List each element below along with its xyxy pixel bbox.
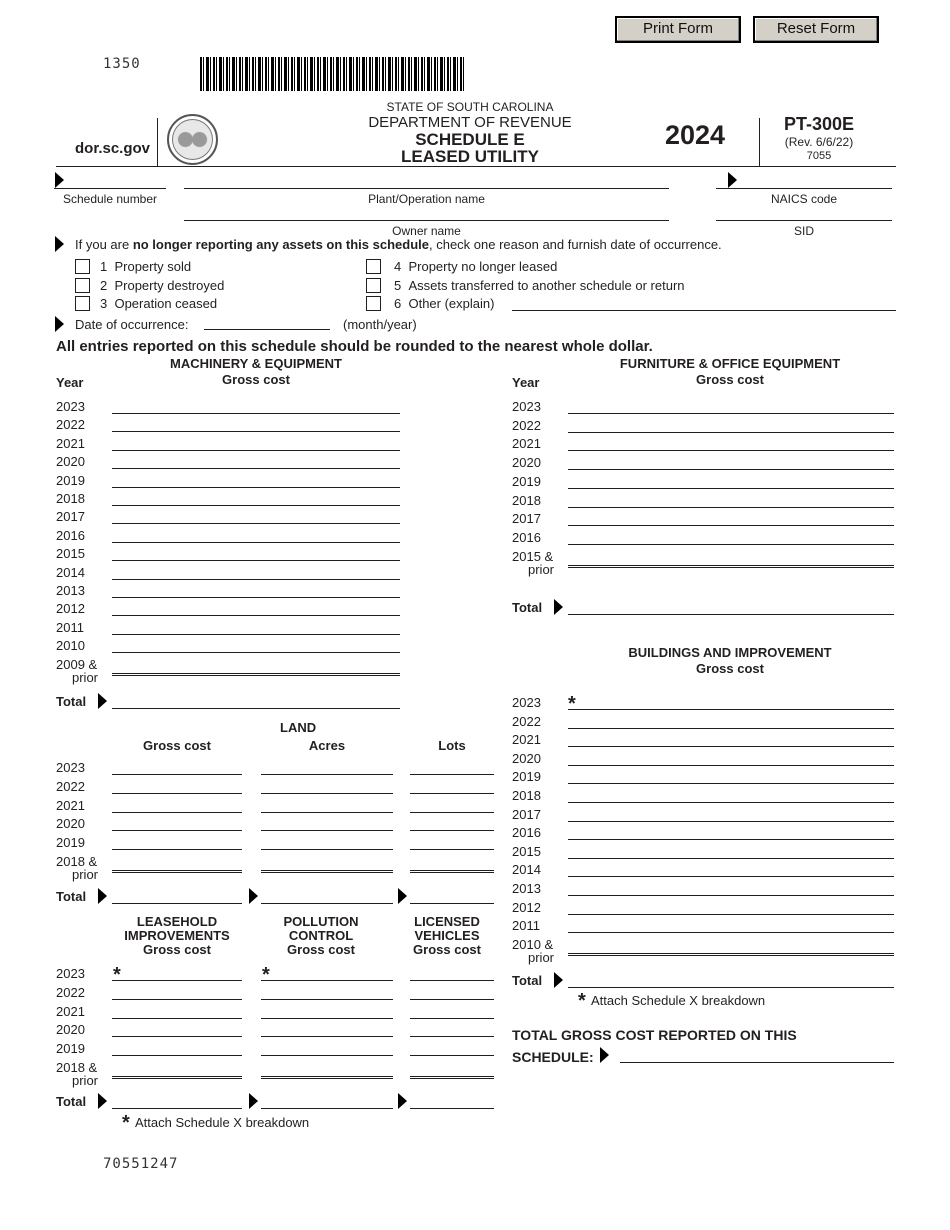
sid-input[interactable] (716, 203, 892, 221)
lower-gross-cost-input[interactable] (112, 982, 242, 1000)
machinery-gross-cost-input[interactable] (112, 488, 400, 506)
plant-operation-name-input[interactable] (184, 171, 669, 189)
reason-3-checkbox[interactable] (75, 296, 90, 311)
machinery-year-header: Year (56, 375, 84, 390)
grand-total-input[interactable] (620, 1045, 894, 1063)
buildings-gross-cost-input[interactable] (568, 804, 894, 822)
buildings-gross-cost-input[interactable] (568, 748, 894, 766)
asterisk-icon: * (578, 990, 586, 1012)
print-form-button[interactable]: Print Form (615, 16, 741, 43)
land-acres-input[interactable] (261, 776, 393, 794)
arrow-indicator-icon (398, 888, 407, 904)
schedule-number-label: Schedule number (62, 192, 158, 206)
year-label: 2019 (512, 473, 541, 489)
header-divider-left (157, 118, 158, 166)
reason-4-checkbox[interactable] (366, 259, 381, 274)
lower-total-input[interactable] (112, 1091, 242, 1109)
year-label: 2017 (512, 806, 541, 822)
rounding-note: All entries reported on this schedule should be rounded to the nearest whole dollar. (56, 338, 653, 355)
year-label: 2023 (56, 760, 85, 775)
prior-year-label: 2009 & (56, 656, 98, 672)
land-lots-input[interactable] (410, 757, 494, 775)
arrow-indicator-icon (55, 316, 64, 332)
furniture-prior-input[interactable] (568, 548, 894, 568)
form-id: 7055 (806, 150, 832, 162)
arrow-indicator-icon (249, 1093, 258, 1109)
furniture-gross-cost-input[interactable] (568, 396, 894, 414)
machinery-gross-cost-input[interactable] (112, 543, 400, 561)
lower-pollution-control-prior-input[interactable] (261, 1059, 393, 1079)
year-label: 2021 (56, 1003, 85, 1019)
buildings-gross-cost-input[interactable] (568, 878, 894, 896)
state-seal-icon (167, 114, 218, 165)
year-label: 2021 (512, 732, 541, 748)
grand-total-label-line2: SCHEDULE: (512, 1049, 594, 1065)
lower-pollution-control-input[interactable] (261, 982, 393, 1000)
furniture-gross-cost-input[interactable] (568, 433, 894, 451)
land-lots-input[interactable] (410, 813, 494, 831)
naics-code-label: NAICS code (770, 192, 838, 206)
arrow-indicator-icon (98, 888, 107, 904)
year-label: 2015 (512, 843, 541, 859)
lower-gross-cost-input[interactable] (112, 1001, 242, 1019)
instruction-prefix: If you are (75, 237, 133, 252)
buildings-subtitle: Gross cost (696, 661, 764, 676)
form-code-top: 1350 (103, 56, 141, 72)
naics-code-input[interactable] (716, 171, 892, 189)
year-label: 2023 (56, 399, 85, 414)
furniture-gross-cost-input[interactable] (568, 490, 894, 508)
machinery-gross-cost-input[interactable] (112, 470, 400, 488)
prior-word-label: prior (528, 949, 555, 965)
year-label: 2019 (56, 472, 85, 488)
year-label: 2020 (512, 455, 541, 471)
land-lots-input[interactable] (410, 776, 494, 794)
year-label: 2014 (56, 564, 85, 580)
form-revision: (Rev. 6/6/22) (784, 135, 854, 149)
buildings-gross-cost-input[interactable] (568, 766, 894, 784)
lower-licensed-vehicles-total-input[interactable] (410, 1091, 494, 1109)
instruction-suffix: , check one reason and furnish date of occurrence. (428, 237, 722, 252)
machinery-gross-cost-input[interactable] (112, 396, 400, 414)
buildings-gross-cost-input[interactable] (568, 711, 894, 729)
buildings-gross-cost-input[interactable] (568, 822, 894, 840)
total-label: Total (56, 694, 87, 709)
land-gross-cost-input[interactable] (112, 757, 242, 775)
arrow-indicator-icon (600, 1047, 609, 1063)
land-lots-input[interactable] (410, 795, 494, 813)
year-label: 2010 (56, 638, 85, 654)
arrow-indicator-icon (554, 972, 563, 988)
year-label: 2016 (512, 825, 541, 841)
lower-licensed-vehicles-input[interactable] (410, 1019, 494, 1037)
prior-year-label: 2010 & (512, 936, 554, 952)
year-label: 2023 (512, 399, 541, 414)
lower-licensed-vehicles-input[interactable] (410, 1001, 494, 1019)
machinery-total-input[interactable] (112, 691, 400, 709)
reset-form-button[interactable]: Reset Form (753, 16, 879, 43)
total-label: Total (56, 889, 87, 904)
prior-year-label: 2018 & (56, 1060, 98, 1075)
owner-name-label: Owner name (392, 224, 461, 238)
year-label: 2021 (56, 435, 85, 451)
furniture-title: FURNITURE & OFFICE EQUIPMENT (619, 356, 841, 371)
prior-word-label: prior (528, 561, 555, 577)
year-label: 2020 (512, 750, 541, 766)
land-title: LAND (280, 720, 317, 735)
no-longer-reporting-instruction (75, 237, 722, 252)
lower-pollution-control-input[interactable] (261, 1001, 393, 1019)
buildings-gross-cost-input[interactable] (568, 785, 894, 803)
prior-word-label: prior (72, 669, 99, 685)
reason-6-checkbox[interactable] (366, 296, 381, 311)
arrow-indicator-icon (249, 888, 258, 904)
website: dor.sc.gov (75, 140, 151, 157)
furniture-total-input[interactable] (568, 597, 894, 615)
arrow-indicator-icon (55, 236, 64, 252)
owner-name-input[interactable] (184, 203, 669, 221)
year-label: 2020 (56, 1022, 85, 1038)
grand-total-label-line1: TOTAL GROSS COST REPORTED ON THIS (512, 1027, 797, 1043)
buildings-total-input[interactable] (568, 970, 894, 988)
land-lots-prior-input[interactable] (410, 853, 494, 873)
land-lots-header: Lots (438, 738, 466, 753)
machinery-gross-cost-input[interactable] (112, 506, 400, 524)
land-acres-input[interactable] (261, 757, 393, 775)
land-acres-header: Acres (308, 738, 346, 753)
prior-year-label: 2018 & (56, 854, 98, 869)
asterisk-icon: * (568, 693, 576, 715)
vehicles-title: LICENSED VEHICLES Gross cost (413, 914, 481, 957)
lower-gross-cost-input[interactable] (112, 1038, 242, 1056)
date-format-hint: (month/year) (343, 317, 417, 332)
lower-licensed-vehicles-input[interactable] (410, 982, 494, 1000)
total-label: Total (512, 600, 543, 615)
land-acres-input[interactable] (261, 832, 393, 850)
lower-gross-cost-input[interactable] (112, 963, 242, 986)
year-label: 2016 (512, 529, 541, 545)
year-label: 2021 (512, 436, 541, 452)
buildings-gross-cost-input[interactable] (568, 915, 894, 933)
leasehold-title: LEASEHOLD IMPROVEMENTS Gross cost (124, 914, 230, 957)
year-label: 2023 (56, 966, 85, 981)
machinery-gross-cost-input[interactable] (112, 617, 400, 635)
machinery-gross-cost-input[interactable] (112, 562, 400, 580)
land-gross-cost-input[interactable] (112, 795, 242, 813)
plant-operation-name-label: Plant/Operation name (368, 192, 485, 206)
buildings-gross-cost-input[interactable] (568, 729, 894, 747)
header-divider-right (759, 118, 760, 166)
form-code-bottom: 70551247 (103, 1156, 179, 1172)
year-label: 2013 (512, 881, 541, 896)
year-label: 2023 (512, 695, 541, 710)
machinery-title: MACHINERY & EQUIPMENT (170, 356, 342, 371)
arrow-indicator-icon (98, 1093, 107, 1109)
buildings-title: BUILDINGS AND IMPROVEMENT (628, 645, 832, 660)
date-of-occurrence-input[interactable] (204, 312, 330, 330)
land-acres-input[interactable] (261, 795, 393, 813)
buildings-gross-cost-input[interactable] (568, 841, 894, 859)
lower-pollution-control-total-input[interactable] (261, 1091, 393, 1109)
machinery-gross-cost-input[interactable] (112, 414, 400, 432)
lower-attach-note: Attach Schedule X breakdown (135, 1115, 310, 1130)
furniture-gross-cost-input[interactable] (568, 471, 894, 489)
year-label: 2021 (56, 797, 85, 813)
land-gross-cost-input[interactable] (112, 776, 242, 794)
machinery-gross-cost-input[interactable] (112, 635, 400, 653)
land-acres-total-input[interactable] (261, 886, 393, 904)
land-acres-input[interactable] (261, 813, 393, 831)
furniture-gross-cost-input[interactable] (568, 452, 894, 470)
form-number: PT-300E (783, 114, 855, 134)
reason-4-label: 4 Property no longer leased (394, 259, 558, 274)
year-label: 2017 (56, 509, 85, 525)
sid-label: SID (793, 224, 814, 238)
buildings-gross-cost-input[interactable] (568, 692, 894, 715)
asterisk-icon: * (262, 964, 270, 986)
year-label: 2018 (512, 788, 541, 803)
lower-pollution-control-input[interactable] (261, 1038, 393, 1056)
header-rule (56, 166, 896, 167)
buildings-prior-input[interactable] (568, 936, 894, 956)
reason-3-label: 3 Operation ceased (100, 296, 218, 311)
lower-licensed-vehicles-prior-input[interactable] (410, 1059, 494, 1079)
state-name: STATE OF SOUTH CAROLINA (386, 100, 554, 114)
furniture-subtitle: Gross cost (696, 372, 764, 387)
prior-year-label: 2015 & (512, 548, 554, 564)
total-label: Total (56, 1094, 87, 1109)
year-label: 2014 (512, 862, 541, 878)
pollution-title: POLLUTION CONTROL Gross cost (283, 914, 359, 957)
reason-6-label: 6 Other (explain) (394, 296, 495, 311)
machinery-gross-cost-input[interactable] (112, 525, 400, 543)
furniture-year-header: Year (512, 375, 540, 390)
lower-licensed-vehicles-input[interactable] (410, 1038, 494, 1056)
land-gross-cost-header: Gross cost (143, 738, 211, 753)
arrow-indicator-icon (554, 599, 563, 615)
barcode (200, 57, 466, 91)
land-total-input[interactable] (112, 886, 242, 904)
machinery-gross-cost-input[interactable] (112, 598, 400, 616)
lower-prior-input[interactable] (112, 1059, 242, 1079)
land-acres-prior-input[interactable] (261, 853, 393, 873)
machinery-gross-cost-input[interactable] (112, 451, 400, 469)
furniture-gross-cost-input[interactable] (568, 527, 894, 545)
arrow-indicator-icon (398, 1093, 407, 1109)
buildings-gross-cost-input[interactable] (568, 897, 894, 915)
land-lots-total-input[interactable] (410, 886, 494, 904)
lower-pollution-control-input[interactable] (261, 963, 393, 986)
lower-gross-cost-input[interactable] (112, 1019, 242, 1037)
instruction-bold: no longer reporting any assets on this schedule (132, 237, 429, 252)
year-label: 2012 (512, 899, 541, 915)
reason-5-checkbox[interactable] (366, 278, 381, 293)
other-explain-input[interactable] (512, 293, 896, 311)
land-lots-input[interactable] (410, 832, 494, 850)
land-gross-cost-input[interactable] (112, 832, 242, 850)
year-label: 2011 (512, 918, 540, 934)
arrow-indicator-icon (98, 693, 107, 709)
year-label: 2020 (56, 816, 85, 832)
form-title: LEASED UTILITY (401, 147, 539, 166)
prior-word-label: prior (72, 1073, 99, 1088)
year-label: 2022 (512, 417, 541, 433)
year-label: 2022 (56, 984, 85, 1000)
buildings-attach-note: Attach Schedule X breakdown (591, 993, 766, 1008)
year-label: 2022 (512, 713, 541, 729)
year-label: 2018 (56, 491, 85, 506)
reason-1-checkbox[interactable] (75, 259, 90, 274)
machinery-prior-input[interactable] (112, 656, 400, 676)
year-label: 2020 (56, 454, 85, 470)
reason-2-checkbox[interactable] (75, 278, 90, 293)
lower-pollution-control-input[interactable] (261, 1019, 393, 1037)
total-label: Total (512, 973, 543, 988)
year-label: 2013 (56, 583, 85, 598)
schedule-name: SCHEDULE E (415, 130, 525, 149)
prior-word-label: prior (72, 867, 99, 882)
land-gross-cost-input[interactable] (112, 813, 242, 831)
furniture-gross-cost-input[interactable] (568, 415, 894, 433)
reason-5-label: 5 Assets transferred to another schedule or return (394, 278, 685, 293)
land-prior-input[interactable] (112, 853, 242, 873)
date-of-occurrence-label: Date of occurrence: (75, 317, 189, 332)
machinery-subtitle: Gross cost (222, 372, 290, 387)
year-label: 2015 (56, 546, 85, 562)
year-label: 2019 (56, 835, 85, 851)
machinery-gross-cost-input[interactable] (112, 580, 400, 598)
year-label: 2019 (512, 769, 541, 785)
reason-1-label: 1 Property sold (100, 259, 192, 274)
year-label: 2019 (56, 1041, 85, 1057)
schedule-number-input[interactable] (54, 171, 166, 189)
machinery-gross-cost-input[interactable] (112, 433, 400, 451)
year-label: 2012 (56, 601, 85, 617)
year-label: 2011 (56, 619, 84, 635)
asterisk-icon: * (113, 964, 121, 986)
tax-year: 2024 (665, 120, 726, 150)
asterisk-icon: * (122, 1112, 130, 1134)
year-label: 2022 (56, 778, 85, 794)
year-label: 2022 (56, 417, 85, 433)
department-name: DEPARTMENT OF REVENUE (368, 114, 572, 131)
furniture-gross-cost-input[interactable] (568, 508, 894, 526)
year-label: 2018 (512, 492, 541, 508)
reason-2-label: 2 Property destroyed (100, 278, 225, 293)
year-label: 2016 (56, 527, 85, 543)
year-label: 2017 (512, 511, 541, 527)
buildings-gross-cost-input[interactable] (568, 859, 894, 877)
lower-licensed-vehicles-input[interactable] (410, 963, 494, 981)
